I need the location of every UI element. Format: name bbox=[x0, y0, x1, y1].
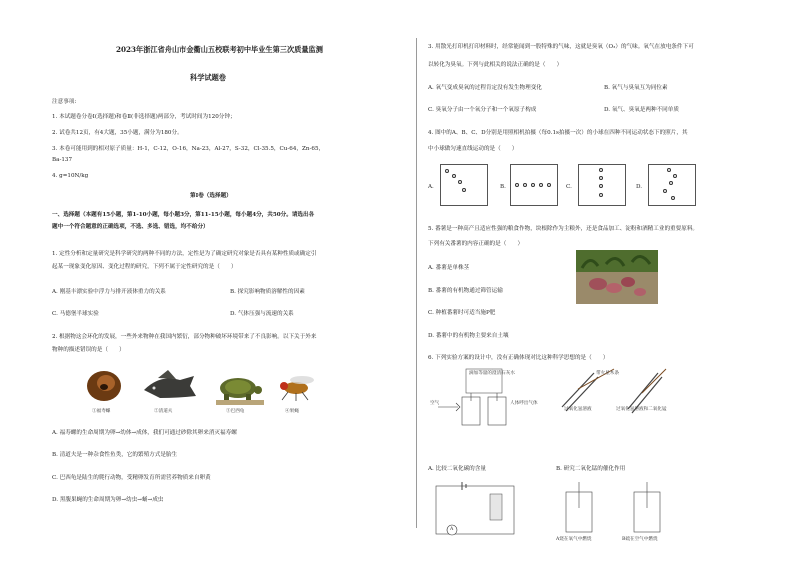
exam-title: 2023年浙江省舟山市金衢山五校联考初中毕业生第三次质量监测 bbox=[116, 45, 323, 54]
right-column bbox=[418, 0, 794, 562]
q4-photo-a bbox=[440, 164, 488, 206]
note-item: 4. g=10N/kg bbox=[52, 173, 89, 179]
q1-stem: 1. 定性分析和定量研究是科学研究的两种不同的方法，定性是为了确定研究对象是否具有某种性质或确定引 bbox=[52, 251, 317, 257]
q4-option-label-d: D. bbox=[636, 184, 643, 190]
catalyst-figure bbox=[554, 367, 674, 429]
image-label: ①福寿螺 bbox=[92, 409, 111, 414]
q6-option-a: A. 比较二氧化碳的含量 bbox=[428, 466, 486, 472]
image-label: ③巴西龟 bbox=[226, 409, 245, 414]
q4-option-label-b: B. bbox=[500, 184, 506, 190]
fig-label-h2o2-mno2: 过氧化氢溶液和二氧化锰 bbox=[616, 407, 667, 412]
sweet-potato-photo bbox=[576, 250, 658, 304]
q5-option-b: B. 番薯的有机物通过筛管运输 bbox=[428, 288, 503, 294]
q3-stem: 3. 用散光打印机打印材料时，经常能闻到一股特殊的气味，这就是臭氧（O₃）的气味。氧气在放电条件下可 bbox=[428, 44, 694, 50]
column-divider bbox=[416, 38, 417, 528]
bottle-label-right: B硫在空气中燃烧 bbox=[622, 537, 658, 542]
q2-option-c: C. 巴西龟是陆生的爬行动物，受精卵发育所需营养物质来自卵黄 bbox=[52, 475, 211, 481]
q1-option-a: A. 刚基丰漂实验中浮力与排开液体重力的关系 bbox=[52, 289, 166, 295]
q3-option-b: B. 氧气与臭氧互为同位素 bbox=[604, 85, 668, 91]
q4-stem: 中小球做匀速直线运动的是（ ） bbox=[428, 146, 518, 152]
q3-stem: 以转化为臭氧。下列与此相关的说法正确的是（ ） bbox=[428, 62, 563, 68]
fruit-fly-image bbox=[272, 370, 320, 404]
q3-option-c: C. 臭氧分子由一个氧分子和一个氧原子构成 bbox=[428, 107, 537, 113]
q5-option-d: D. 番薯中的有机物主要来自土壤 bbox=[428, 333, 509, 339]
section-heading: 第Ⅰ卷（选择题） bbox=[190, 193, 232, 199]
co2-comparison-figure bbox=[428, 367, 548, 429]
note-item: 2. 试卷共12页，有4大题，35小题，满分为180分。 bbox=[52, 130, 183, 136]
fig-label-drops: 滴加等量的澄清石灰水 bbox=[469, 371, 515, 376]
q6-stem: 6. 下列实验方案的设计中，没有正确体现对比这种科学思想的是（ ） bbox=[428, 355, 609, 361]
q1-option-b: B. 探究影响物质溶解性的因素 bbox=[230, 289, 305, 295]
q3-option-d: D. 氧气、臭氧是两种不同单质 bbox=[604, 107, 679, 113]
q2-stem: 物种的描述错误的是（ ） bbox=[52, 347, 125, 353]
q4-option-label-c: C. bbox=[566, 184, 572, 190]
q2-stem: 2. 根据物这会环化的发展，一些外来物种在我国内繁衍，部分物种破坏环境带来了不良影响。以下关于外来 bbox=[52, 334, 317, 340]
q5-option-c: C. 种植番薯时可适当施P肥 bbox=[428, 310, 496, 316]
ammeter-label: A bbox=[450, 527, 454, 532]
q1-stem: 起某一现象变化原因、变化过程的研究，下列不属于定性研究的是（ ） bbox=[52, 264, 237, 270]
apple-snail-image bbox=[84, 366, 124, 406]
q5-stem: 下列有关番薯的内容正确的是（ ） bbox=[428, 241, 524, 247]
q4-photo-b bbox=[510, 164, 558, 206]
note-item: 3. 本卷可能用到的相对原子质量：H-1，C-12，O-16，Na-23，Al-27，S-32，Cl-35.5，Cu-64，Zn-65， bbox=[52, 146, 325, 152]
q5-option-a: A. 番薯是单株茎 bbox=[428, 265, 470, 271]
image-label: ②清道夫 bbox=[154, 409, 173, 414]
q2-option-a: A. 福寿螺的生命周期为卵→幼体→成体，我们可通过砂除其卵来消灭福寿螺 bbox=[52, 430, 237, 436]
fig-label-air: 空气 bbox=[430, 401, 440, 406]
q3-option-a: A. 氧气变成臭氧的过程肯定没有发生物理变化 bbox=[428, 85, 542, 91]
section-instruction: 一、选择题（本题有15小题，第1-10小题，每小题3分，第11-15小题，每小题4分，共50分。请选出各 bbox=[52, 212, 315, 218]
q4-stem: 4. 图中的A、B、C、D分别是用照相机拍摄（每0.1s拍摄一次）的小球在四种不同运动状态下的照片，其 bbox=[428, 130, 688, 136]
q1-option-d: D. 气体压强与流速的关系 bbox=[230, 311, 294, 317]
q1-option-c: C. 马德堡半球实验 bbox=[52, 311, 99, 317]
note-item: 1. 本试题卷分卷Ⅰ(选择题)和卷Ⅱ(非选择题)两部分，考试时间为120分钟； bbox=[52, 114, 236, 120]
fig-label-stick: 带火星木条 bbox=[596, 371, 619, 376]
q4-photo-c bbox=[578, 164, 626, 206]
fig-label-h2o2: 过氧化氢溶液 bbox=[564, 407, 592, 412]
combustion-bottles-figure bbox=[556, 482, 672, 538]
fig-label-breath: 人体呼出气体 bbox=[510, 401, 538, 406]
section-instruction: 题中一个符合题意的正确选项，不选、多选、错选，均不给分） bbox=[52, 224, 209, 230]
q4-photo-d bbox=[648, 164, 696, 206]
notes-heading: 注意事项: bbox=[52, 99, 77, 105]
q6-option-b: B. 研究二氧化锰的催化作用 bbox=[556, 466, 626, 472]
red-eared-slider-image bbox=[216, 372, 264, 406]
q4-option-label-a: A. bbox=[428, 184, 434, 190]
exam-subtitle: 科学试题卷 bbox=[190, 73, 226, 82]
plecostomus-image bbox=[140, 368, 198, 404]
q2-option-d: D. 黑腹果蝇的生命周期为卵→幼虫→蛹→成虫 bbox=[52, 497, 164, 503]
bottle-label-left: A烧在氧气中燃烧 bbox=[556, 537, 592, 542]
circuit-figure bbox=[432, 480, 518, 540]
q2-option-b: B. 清道夫是一种杂食性鱼类，它的繁殖方式是胎生 bbox=[52, 452, 178, 458]
note-item: Ba-137 bbox=[52, 157, 73, 163]
image-label: ④果蝇 bbox=[285, 409, 299, 414]
q5-stem: 5. 番薯是一种高产且适应性强的粮食作物，块根除作为主粮外，还是食品加工、淀粉和酒精工业的重要原料。 bbox=[428, 226, 699, 232]
